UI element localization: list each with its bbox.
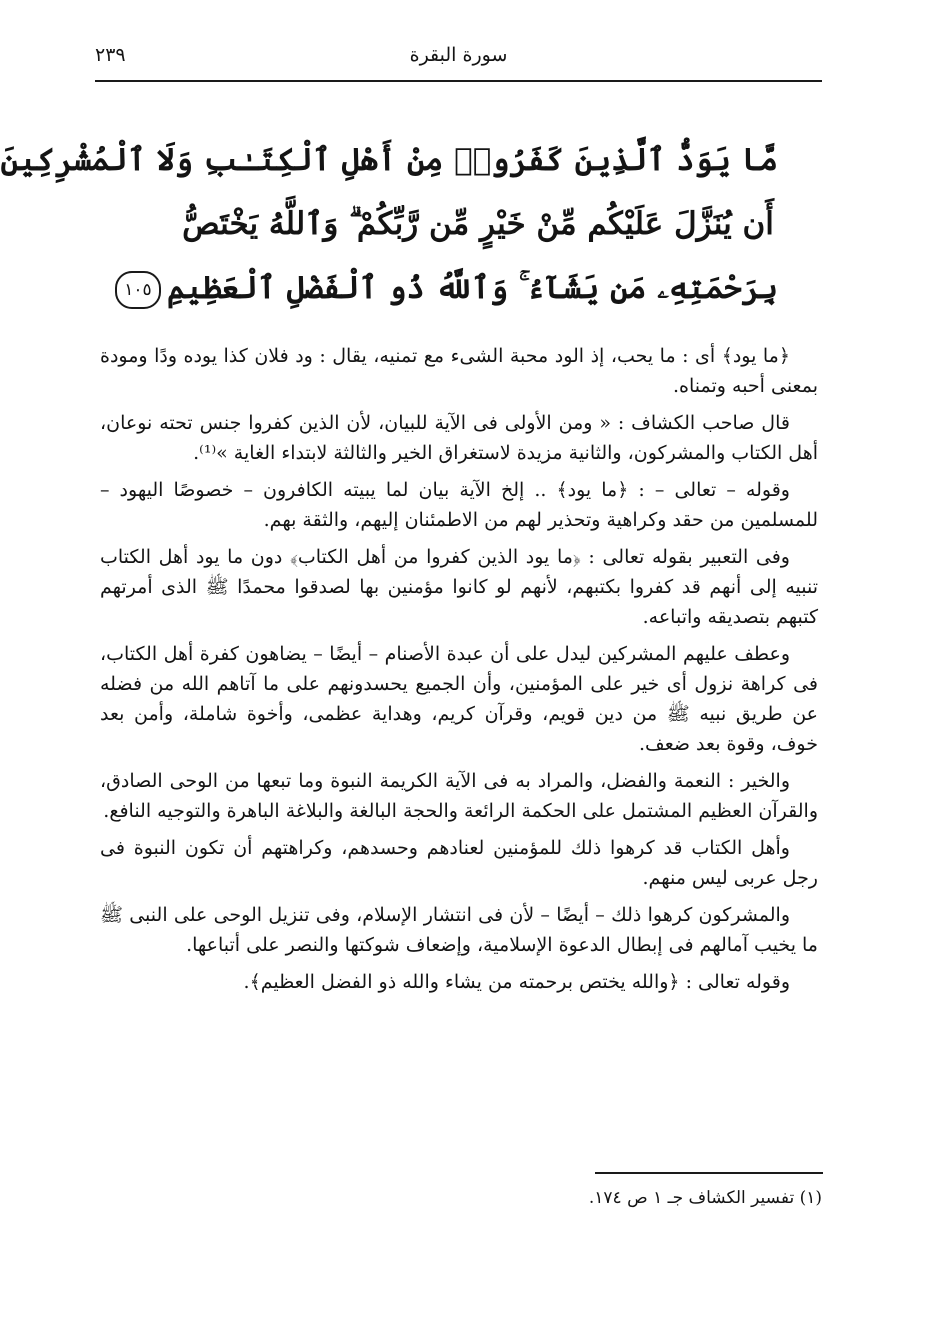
commentary-paragraph-1: ﴿ما يود﴾ أى : ما يحب، إذ الود محبة الشىء مع تمنيه، يقال : ود فلان كذا يوده ودًا ومودة بمعنى أحبه وتمناه. bbox=[100, 345, 818, 398]
ayah-number-marker: ١٠٥ bbox=[115, 271, 161, 309]
commentary-paragraph-6: والخير : النعمة والفضل، والمراد به فى الآية الكريمة النبوة وما تبعها من الوحى الصادق، والقرآن العظيم المشتمل على الحكمة الرائعة والحجة البالغة والبلاغة الباهرة والتوجيه النافع. bbox=[100, 770, 818, 823]
commentary-paragraph-9: وقوله تعالى : ﴿والله يختص برحمته من يشاء والله ذو الفضل العظيم﴾. bbox=[243, 970, 790, 993]
page-number: ٢٣٩ bbox=[95, 44, 126, 66]
footnote-divider bbox=[595, 1172, 823, 1174]
surah-title: سورة البقرة bbox=[409, 44, 508, 66]
verse-line-3-text: بِرَحْمَتِهِۦ مَن يَشَآءُ ۚ وَٱللَّهُ ذُو ٱلْفَضْلِ ٱلْعَظِيمِ bbox=[166, 270, 778, 306]
verse-line-2: أَن يُنَزَّلَ عَلَيْكُم مِّنْ خَيْرٍ مِّن رَّبِّكُمْ ۗ وَٱللَّهُ يَخْتَصُّ bbox=[182, 206, 774, 242]
commentary-paragraph-5: وعطف عليهم المشركين ليدل على أن عبدة الأصنام – أيضًا – يضاهون كفرة أهل الكتاب، فى كراهة نزول أى خير على المؤمنين، وأن الجميع يحسدونهم على ما آتاهم الله من فضله عن طريق نبيه ﷺ من دين قويم، وقرآن كريم، وهداية عظمى، وأخوة شاملة، وأمن بعد خوف، وقوة بعد ضعف. bbox=[100, 642, 818, 756]
commentary-paragraph-7: وأهل الكتاب قد كرهوا ذلك للمؤمنين لعنادهم وحسدهم، وكراهتهم أن تكون النبوة فى رجل عربى ليس منهم. bbox=[100, 837, 818, 890]
footnote: (١) تفسير الكشاف جـ ١ ص ١٧٤. bbox=[588, 1188, 822, 1208]
page-header bbox=[95, 40, 822, 82]
commentary-paragraph-8: والمشركون كرهوا ذلك – أيضًا – لأن فى انتشار الإسلام، وفى تنزيل الوحى على النبى ﷺ ما يخيب آمالهم فى إبطال الدعوة الإسلامية، وإضعاف شوكتها والنصر على أتباعها. bbox=[100, 903, 818, 957]
commentary-body bbox=[100, 341, 818, 1161]
commentary-paragraph-2: قال صاحب الكشاف : « ومن الأولى فى الآية للبيان، لأن الذين كفروا جنس تحته نوعان، أهل الكتاب والمشركون، والثانية مزيدة لاستغراق الخير والثالثة لابتداء الغاية »⁽¹⁾. bbox=[100, 411, 818, 465]
quran-verse bbox=[0, 128, 778, 323]
verse-line-1: مَّا يَوَدُّ ٱلَّذِينَ كَفَرُوا۟ مِنْ أَهْلِ ٱلْكِتَـٰبِ وَلَا ٱلْمُشْرِكِينَ bbox=[0, 142, 778, 178]
commentary-paragraph-4: وفى التعبير بقوله تعالى : ﴿ما يود الذين كفروا من أهل الكتاب﴾ دون ما يود أهل الكتاب تنبيه إلى أنهم قد كفروا بكتبهم، لأنهم لو كانوا مؤمنين بها لصدقوا محمدًا ﷺ الذى أمرتهم كتبهم بتصديقه واتباعه. bbox=[100, 545, 818, 629]
verse-line-3 bbox=[124, 256, 778, 320]
commentary-paragraph-3: وقوله – تعالى – : ﴿ما يود﴾ .. إلخ الآية بيان لما يبيته الكافرون – خصوصًا اليهود – للمسلمين من حقد وكراهية وتحذير لهم من الاطمئنان إليهم، والثقة بهم. bbox=[100, 478, 818, 532]
